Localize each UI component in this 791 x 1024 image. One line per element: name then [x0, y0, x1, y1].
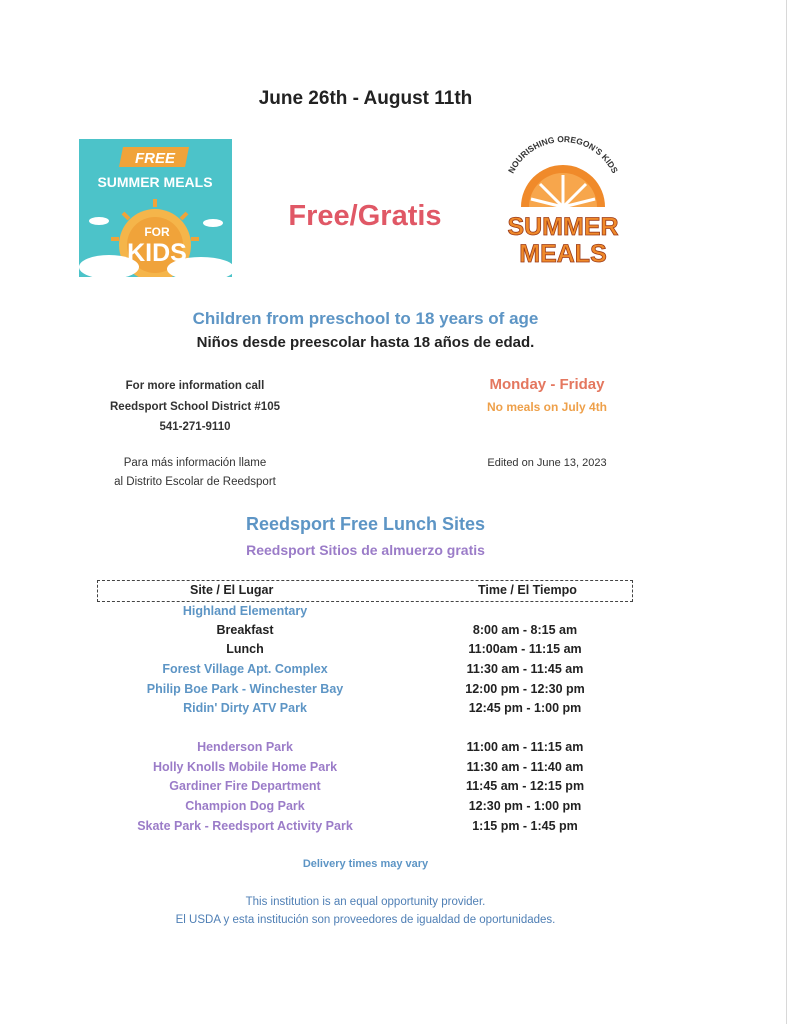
site-time: 1:15 pm - 1:45 pm	[472, 819, 578, 833]
page-edge	[786, 0, 787, 1024]
table-row	[0, 623, 791, 642]
site-time: 11:30 am - 11:40 am	[466, 760, 584, 774]
table-row	[0, 799, 791, 818]
logo-right-summer-text: SUMMER	[507, 213, 619, 241]
table-row	[0, 760, 791, 779]
table-row	[0, 701, 791, 720]
info-call-line: For more information call	[125, 380, 265, 392]
table-header	[97, 580, 633, 602]
site-time: 11:00 am - 11:15 am	[466, 740, 584, 754]
site-name: Philip Boe Park - Winchester Bay	[146, 682, 344, 696]
site-name: Ridin' Dirty ATV Park	[183, 701, 307, 715]
site-name: Henderson Park	[197, 740, 293, 754]
free-gratis-label: Free/Gratis	[288, 200, 442, 232]
info-spanish-line1: Para más información llame	[123, 457, 267, 469]
table-row	[0, 642, 791, 661]
column-header-site: Site / El Lugar	[190, 583, 274, 597]
column-header-time: Time / El Tiempo	[478, 583, 577, 597]
logo-right-arc-text: NOURISHING OREGON'S KIDS	[505, 135, 621, 175]
table-row	[0, 604, 791, 623]
site-time: 11:00am - 11:15 am	[468, 642, 582, 656]
no-meals-note: No meals on July 4th	[486, 400, 608, 414]
sites-heading-spanish: Reedsport Sitios de almuerzo gratis	[246, 542, 485, 558]
info-phone: 541-271-9110	[159, 421, 231, 433]
logo-left-free-text: FREE	[134, 150, 176, 167]
date-range: June 26th - August 11th	[258, 88, 473, 109]
site-name: Skate Park - Reedsport Activity Park	[137, 819, 353, 833]
equal-opportunity-english: This institution is an equal opportunity provider.	[245, 896, 486, 908]
table-row	[0, 779, 791, 798]
site-name: Breakfast	[216, 623, 274, 637]
info-district-line: Reedsport School District #105	[110, 401, 280, 413]
site-name: Gardiner Fire Department	[169, 779, 321, 793]
logo-right-meals-text: MEALS	[519, 240, 607, 268]
site-time: 12:30 pm - 1:00 pm	[468, 799, 582, 813]
site-name: Forest Village Apt. Complex	[162, 662, 328, 676]
logo-left-summer-meals-text: SUMMER MEALS	[97, 174, 213, 190]
audience-english: Children from preschool to 18 years of age	[192, 309, 539, 328]
edited-date: Edited on June 13, 2023	[487, 457, 607, 469]
info-spanish-line2: al Distrito Escolar de Reedsport	[114, 476, 276, 488]
site-time: 11:45 am - 12:15 pm	[465, 779, 585, 793]
audience-spanish: Niños desde preescolar hasta 18 años de edad.	[196, 334, 535, 351]
site-name: Champion Dog Park	[185, 799, 305, 813]
site-name: Highland Elementary	[182, 604, 308, 618]
equal-opportunity-spanish: El USDA y esta institución son proveedores de igualdad de oportunidades.	[175, 914, 556, 926]
site-time: 8:00 am - 8:15 am	[472, 623, 578, 637]
logo-left-kids-text: KIDS	[127, 239, 187, 267]
service-days: Monday - Friday	[489, 376, 605, 393]
table-row	[0, 740, 791, 759]
sites-heading-english: Reedsport Free Lunch Sites	[245, 514, 486, 534]
site-time: 11:30 am - 11:45 am	[466, 662, 584, 676]
site-name: Lunch	[226, 642, 264, 656]
table-row	[0, 682, 791, 701]
table-row	[0, 662, 791, 681]
site-name: Holly Knolls Mobile Home Park	[152, 760, 338, 774]
free-summer-meals-logo	[79, 139, 232, 277]
site-time: 12:45 pm - 1:00 pm	[468, 701, 582, 715]
site-time: 12:00 pm - 12:30 pm	[465, 682, 585, 696]
logo-left-for-text: FOR	[144, 225, 170, 239]
table-row	[0, 819, 791, 838]
nourishing-oregon-logo	[488, 135, 638, 275]
delivery-note: Delivery times may vary	[302, 858, 429, 870]
